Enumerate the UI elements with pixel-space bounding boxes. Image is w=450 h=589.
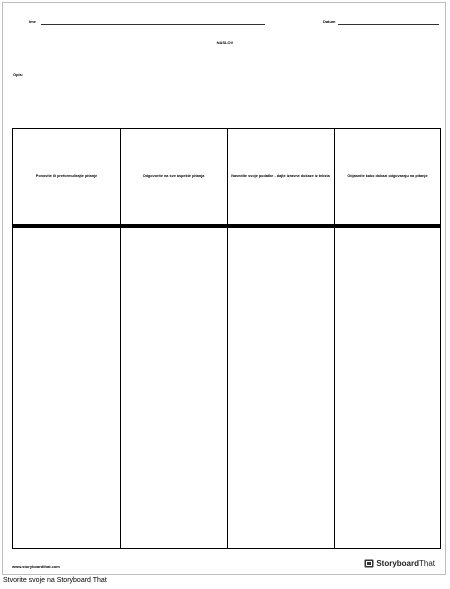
column-header-2: Odgovorite na sve aspekte pitanja xyxy=(142,174,205,179)
date-label: Datum xyxy=(323,19,336,24)
worksheet-title: NASLOV xyxy=(216,40,234,45)
footer-url: www.storyboardthat.com xyxy=(12,564,60,569)
name-label: Ime xyxy=(29,19,36,24)
date-line xyxy=(338,24,439,25)
column-header-1: Ponovite ili preformulirajte pitanje xyxy=(35,174,98,179)
column-header-4: Objasnite kako dokazi odgovaraju na pitanje xyxy=(347,174,428,179)
header-divider xyxy=(13,224,440,228)
storyboard-logo-icon xyxy=(364,559,374,568)
column-header-3: Navedite svoje podatke - dajte izravne dokaze iz teksta xyxy=(231,174,330,179)
column-divider xyxy=(120,129,121,548)
column-divider xyxy=(334,129,335,548)
description-label: Opis: xyxy=(13,72,24,77)
page-caption: Stvorite svoje na Storyboard That xyxy=(3,577,107,584)
response-table xyxy=(12,128,441,549)
storyboard-brand xyxy=(364,559,435,568)
column-divider xyxy=(227,129,228,548)
brand-name: StoryboardThat xyxy=(376,559,435,568)
worksheet-page xyxy=(2,2,446,575)
name-line xyxy=(41,24,265,25)
